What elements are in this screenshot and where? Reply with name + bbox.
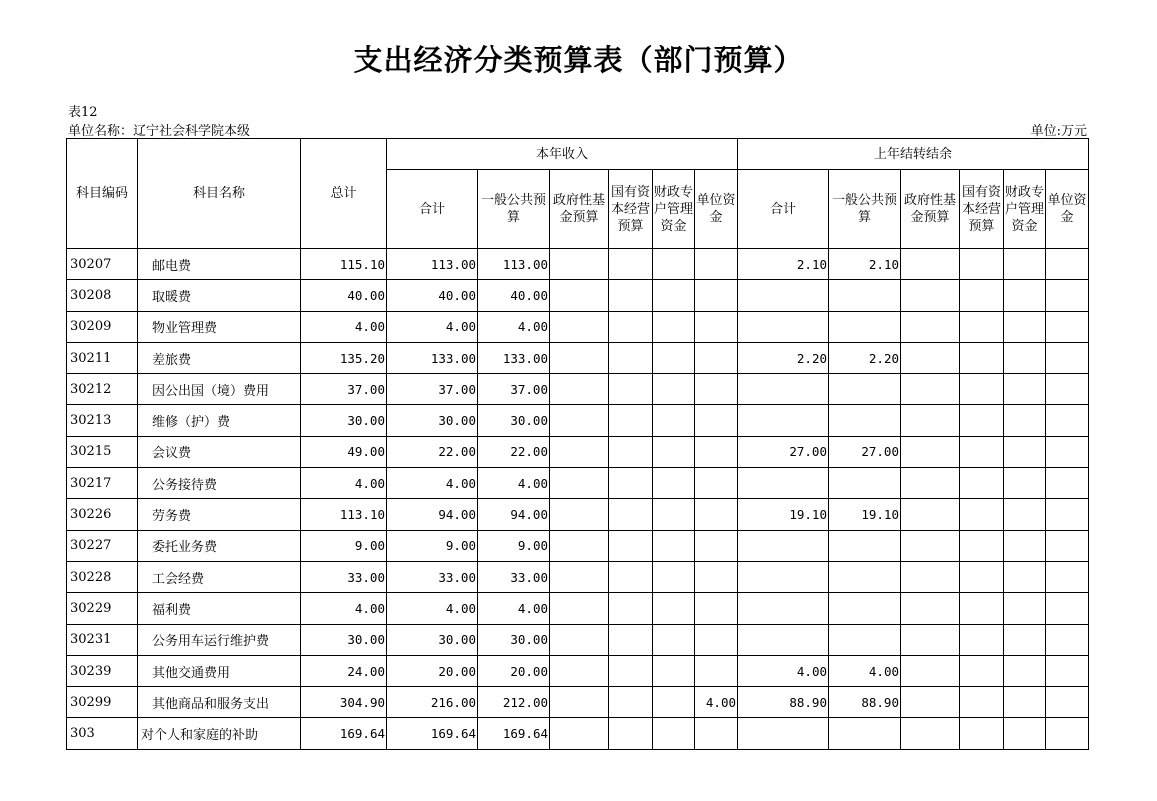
cell-current-state-capital — [609, 405, 653, 436]
cell-current-fiscal-special — [653, 561, 695, 592]
cell-carry-unit-fund — [1046, 499, 1089, 530]
row-code: 30231 — [67, 624, 138, 655]
cell-carry-subtotal — [738, 561, 829, 592]
cell-carry-gov-fund — [901, 342, 960, 373]
cell-current-state-capital — [609, 718, 653, 749]
cell-current-general: 9.00 — [478, 530, 550, 561]
cell-current-gov-fund — [550, 593, 609, 624]
row-name: 物业管理费 — [138, 311, 301, 342]
cell-carry-subtotal — [738, 593, 829, 624]
header-cur-unit-fund: 单位资金 — [695, 170, 738, 249]
cell-current-gov-fund — [550, 468, 609, 499]
cell-total: 169.64 — [301, 718, 387, 749]
row-name: 劳务费 — [138, 499, 301, 530]
cell-total: 49.00 — [301, 436, 387, 467]
cell-carry-state-capital — [960, 718, 1004, 749]
cell-carry-subtotal: 4.00 — [738, 655, 829, 686]
cell-carry-state-capital — [960, 249, 1004, 280]
cell-current-subtotal: 40.00 — [387, 280, 478, 311]
table-row — [67, 436, 1089, 467]
cell-carry-unit-fund — [1046, 311, 1089, 342]
header-name: 科目名称 — [138, 139, 301, 249]
cell-current-general: 169.64 — [478, 718, 550, 749]
header-carryover: 上年结转结余 — [738, 139, 1089, 170]
cell-current-state-capital — [609, 280, 653, 311]
cell-current-unit-fund — [695, 468, 738, 499]
table-row — [67, 530, 1089, 561]
cell-current-general: 4.00 — [478, 311, 550, 342]
cell-carry-unit-fund — [1046, 436, 1089, 467]
cell-current-unit-fund — [695, 374, 738, 405]
header-cur-state-capital: 国有资本经营预算 — [609, 170, 653, 249]
header-car-gov-fund: 政府性基金预算 — [901, 170, 960, 249]
cell-carry-general: 2.10 — [829, 249, 901, 280]
cell-current-fiscal-special — [653, 405, 695, 436]
cell-current-fiscal-special — [653, 342, 695, 373]
document-title: 支出经济分类预算表（部门预算） — [353, 43, 804, 77]
table-row — [67, 499, 1089, 530]
cell-current-general: 4.00 — [478, 593, 550, 624]
cell-carry-unit-fund — [1046, 718, 1089, 749]
cell-current-gov-fund — [550, 530, 609, 561]
cell-current-fiscal-special — [653, 593, 695, 624]
cell-carry-state-capital — [960, 405, 1004, 436]
cell-carry-general — [829, 374, 901, 405]
cell-carry-state-capital — [960, 280, 1004, 311]
cell-current-state-capital — [609, 468, 653, 499]
cell-current-unit-fund — [695, 249, 738, 280]
cell-current-fiscal-special — [653, 718, 695, 749]
cell-carry-general: 2.20 — [829, 342, 901, 373]
cell-carry-unit-fund — [1046, 593, 1089, 624]
row-code: 30227 — [67, 530, 138, 561]
cell-carry-general — [829, 561, 901, 592]
cell-total: 9.00 — [301, 530, 387, 561]
cell-current-general: 22.00 — [478, 436, 550, 467]
cell-carry-general — [829, 593, 901, 624]
cell-current-unit-fund: 4.00 — [695, 687, 738, 718]
table-row — [67, 593, 1089, 624]
cell-current-subtotal: 133.00 — [387, 342, 478, 373]
row-name: 邮电费 — [138, 249, 301, 280]
cell-current-subtotal: 30.00 — [387, 405, 478, 436]
cell-current-state-capital — [609, 311, 653, 342]
budget-table — [66, 138, 1089, 750]
row-code: 30208 — [67, 280, 138, 311]
row-name: 取暖费 — [138, 280, 301, 311]
cell-current-subtotal: 20.00 — [387, 655, 478, 686]
cell-carry-unit-fund — [1046, 342, 1089, 373]
cell-carry-subtotal — [738, 530, 829, 561]
cell-current-state-capital — [609, 561, 653, 592]
cell-current-unit-fund — [695, 311, 738, 342]
cell-current-general: 30.00 — [478, 624, 550, 655]
cell-carry-unit-fund — [1046, 468, 1089, 499]
row-name: 因公出国（境）费用 — [138, 374, 301, 405]
cell-current-state-capital — [609, 655, 653, 686]
unit-name: 单位名称：辽宁社会科学院本级 — [68, 124, 251, 139]
table-body — [67, 249, 1089, 750]
cell-current-gov-fund — [550, 374, 609, 405]
cell-carry-general: 4.00 — [829, 655, 901, 686]
cell-current-gov-fund — [550, 342, 609, 373]
header-car-subtotal: 合计 — [738, 170, 829, 249]
table-row — [67, 280, 1089, 311]
row-code: 30212 — [67, 374, 138, 405]
row-name: 对个人和家庭的补助 — [138, 718, 301, 749]
row-code: 30211 — [67, 342, 138, 373]
cell-current-general: 133.00 — [478, 342, 550, 373]
header-car-state-capital: 国有资本经营预算 — [960, 170, 1004, 249]
cell-total: 115.10 — [301, 249, 387, 280]
cell-carry-fiscal-special — [1004, 530, 1046, 561]
header-car-fiscal-special: 财政专户管理资金 — [1004, 170, 1046, 249]
currency-unit: 单位:万元 — [1030, 124, 1087, 139]
cell-total: 30.00 — [301, 624, 387, 655]
cell-current-unit-fund — [695, 342, 738, 373]
cell-carry-subtotal — [738, 718, 829, 749]
cell-current-state-capital — [609, 687, 653, 718]
cell-carry-unit-fund — [1046, 530, 1089, 561]
row-code: 30299 — [67, 687, 138, 718]
table-row — [67, 561, 1089, 592]
cell-carry-gov-fund — [901, 718, 960, 749]
cell-current-fiscal-special — [653, 624, 695, 655]
cell-carry-state-capital — [960, 436, 1004, 467]
cell-current-state-capital — [609, 593, 653, 624]
cell-current-fiscal-special — [653, 499, 695, 530]
cell-current-subtotal: 4.00 — [387, 593, 478, 624]
cell-current-state-capital — [609, 342, 653, 373]
header-cur-fiscal-special: 财政专户管理资金 — [653, 170, 695, 249]
cell-current-subtotal: 94.00 — [387, 499, 478, 530]
cell-total: 135.20 — [301, 342, 387, 373]
cell-carry-subtotal: 19.10 — [738, 499, 829, 530]
cell-current-fiscal-special — [653, 687, 695, 718]
cell-carry-state-capital — [960, 624, 1004, 655]
cell-current-gov-fund — [550, 687, 609, 718]
cell-current-unit-fund — [695, 624, 738, 655]
cell-carry-fiscal-special — [1004, 593, 1046, 624]
header-cur-gov-fund: 政府性基金预算 — [550, 170, 609, 249]
cell-current-gov-fund — [550, 655, 609, 686]
cell-carry-gov-fund — [901, 687, 960, 718]
row-name: 其他交通费用 — [138, 655, 301, 686]
cell-carry-gov-fund — [901, 499, 960, 530]
cell-current-state-capital — [609, 436, 653, 467]
cell-current-general: 212.00 — [478, 687, 550, 718]
row-name: 公务接待费 — [138, 468, 301, 499]
row-code: 30226 — [67, 499, 138, 530]
cell-carry-gov-fund — [901, 624, 960, 655]
cell-current-subtotal: 113.00 — [387, 249, 478, 280]
cell-carry-fiscal-special — [1004, 249, 1046, 280]
cell-carry-gov-fund — [901, 593, 960, 624]
table-row — [67, 655, 1089, 686]
cell-current-subtotal: 169.64 — [387, 718, 478, 749]
cell-carry-state-capital — [960, 687, 1004, 718]
cell-current-fiscal-special — [653, 530, 695, 561]
cell-carry-gov-fund — [901, 436, 960, 467]
cell-current-fiscal-special — [653, 374, 695, 405]
cell-current-gov-fund — [550, 311, 609, 342]
cell-carry-state-capital — [960, 311, 1004, 342]
cell-total: 37.00 — [301, 374, 387, 405]
cell-current-general: 94.00 — [478, 499, 550, 530]
cell-current-general: 4.00 — [478, 468, 550, 499]
header-current-income: 本年收入 — [387, 139, 738, 170]
cell-carry-gov-fund — [901, 468, 960, 499]
cell-current-general: 37.00 — [478, 374, 550, 405]
table-row — [67, 687, 1089, 718]
cell-total: 30.00 — [301, 405, 387, 436]
cell-current-state-capital — [609, 374, 653, 405]
cell-current-fiscal-special — [653, 280, 695, 311]
cell-current-general: 33.00 — [478, 561, 550, 592]
table-row — [67, 624, 1089, 655]
cell-current-gov-fund — [550, 249, 609, 280]
cell-current-subtotal: 9.00 — [387, 530, 478, 561]
cell-carry-gov-fund — [901, 405, 960, 436]
table-row — [67, 468, 1089, 499]
cell-current-unit-fund — [695, 530, 738, 561]
cell-current-unit-fund — [695, 718, 738, 749]
cell-current-state-capital — [609, 530, 653, 561]
cell-carry-fiscal-special — [1004, 687, 1046, 718]
row-name: 差旅费 — [138, 342, 301, 373]
cell-carry-subtotal — [738, 311, 829, 342]
cell-current-fiscal-special — [653, 468, 695, 499]
cell-current-general: 20.00 — [478, 655, 550, 686]
cell-carry-general — [829, 280, 901, 311]
header-cur-subtotal: 合计 — [387, 170, 478, 249]
cell-current-general: 113.00 — [478, 249, 550, 280]
cell-current-subtotal: 22.00 — [387, 436, 478, 467]
cell-carry-fiscal-special — [1004, 624, 1046, 655]
row-name: 其他商品和服务支出 — [138, 687, 301, 718]
table-number: 表12 — [68, 105, 98, 120]
cell-current-fiscal-special — [653, 436, 695, 467]
cell-carry-unit-fund — [1046, 687, 1089, 718]
cell-carry-general — [829, 311, 901, 342]
cell-carry-state-capital — [960, 499, 1004, 530]
table-row — [67, 249, 1089, 280]
cell-current-fiscal-special — [653, 655, 695, 686]
row-name: 公务用车运行维护费 — [138, 624, 301, 655]
cell-carry-general — [829, 405, 901, 436]
cell-carry-subtotal: 27.00 — [738, 436, 829, 467]
cell-carry-subtotal — [738, 280, 829, 311]
row-code: 30207 — [67, 249, 138, 280]
cell-current-state-capital — [609, 249, 653, 280]
cell-total: 24.00 — [301, 655, 387, 686]
cell-total: 113.10 — [301, 499, 387, 530]
cell-carry-gov-fund — [901, 311, 960, 342]
cell-current-unit-fund — [695, 593, 738, 624]
cell-current-subtotal: 4.00 — [387, 311, 478, 342]
cell-carry-unit-fund — [1046, 280, 1089, 311]
row-name: 工会经费 — [138, 561, 301, 592]
table-row — [67, 342, 1089, 373]
cell-current-subtotal: 37.00 — [387, 374, 478, 405]
cell-current-unit-fund — [695, 436, 738, 467]
row-name: 福利费 — [138, 593, 301, 624]
table-row — [67, 374, 1089, 405]
cell-carry-fiscal-special — [1004, 374, 1046, 405]
cell-carry-fiscal-special — [1004, 718, 1046, 749]
cell-current-gov-fund — [550, 561, 609, 592]
cell-carry-fiscal-special — [1004, 655, 1046, 686]
header-car-unit-fund: 单位资金 — [1046, 170, 1089, 249]
cell-current-gov-fund — [550, 436, 609, 467]
cell-total: 4.00 — [301, 468, 387, 499]
cell-carry-state-capital — [960, 530, 1004, 561]
cell-total: 33.00 — [301, 561, 387, 592]
cell-carry-general: 88.90 — [829, 687, 901, 718]
cell-current-gov-fund — [550, 280, 609, 311]
cell-carry-unit-fund — [1046, 655, 1089, 686]
cell-carry-gov-fund — [901, 530, 960, 561]
cell-current-unit-fund — [695, 561, 738, 592]
cell-carry-state-capital — [960, 561, 1004, 592]
row-code: 30213 — [67, 405, 138, 436]
header-car-general: 一般公共预算 — [829, 170, 901, 249]
header-code: 科目编码 — [67, 139, 138, 249]
cell-carry-general — [829, 530, 901, 561]
cell-current-gov-fund — [550, 718, 609, 749]
header-total: 总计 — [301, 139, 387, 249]
row-code: 30215 — [67, 436, 138, 467]
cell-current-gov-fund — [550, 405, 609, 436]
cell-carry-gov-fund — [901, 374, 960, 405]
cell-carry-gov-fund — [901, 655, 960, 686]
header-cur-general: 一般公共预算 — [478, 170, 550, 249]
cell-carry-unit-fund — [1046, 405, 1089, 436]
cell-current-subtotal: 216.00 — [387, 687, 478, 718]
row-name: 维修（护）费 — [138, 405, 301, 436]
cell-carry-subtotal: 2.10 — [738, 249, 829, 280]
cell-carry-unit-fund — [1046, 249, 1089, 280]
cell-carry-fiscal-special — [1004, 280, 1046, 311]
cell-carry-unit-fund — [1046, 561, 1089, 592]
cell-current-subtotal: 33.00 — [387, 561, 478, 592]
cell-carry-fiscal-special — [1004, 561, 1046, 592]
row-code: 30239 — [67, 655, 138, 686]
cell-carry-state-capital — [960, 374, 1004, 405]
cell-current-unit-fund — [695, 405, 738, 436]
cell-carry-subtotal: 2.20 — [738, 342, 829, 373]
cell-total: 4.00 — [301, 311, 387, 342]
cell-carry-general — [829, 718, 901, 749]
cell-carry-gov-fund — [901, 280, 960, 311]
cell-carry-gov-fund — [901, 561, 960, 592]
cell-current-unit-fund — [695, 499, 738, 530]
cell-carry-fiscal-special — [1004, 405, 1046, 436]
cell-carry-general — [829, 624, 901, 655]
cell-current-fiscal-special — [653, 311, 695, 342]
cell-carry-subtotal — [738, 405, 829, 436]
row-name: 委托业务费 — [138, 530, 301, 561]
cell-current-general: 40.00 — [478, 280, 550, 311]
cell-current-fiscal-special — [653, 249, 695, 280]
cell-carry-unit-fund — [1046, 624, 1089, 655]
cell-total: 4.00 — [301, 593, 387, 624]
cell-carry-state-capital — [960, 593, 1004, 624]
cell-current-state-capital — [609, 624, 653, 655]
table-row — [67, 718, 1089, 749]
cell-total: 304.90 — [301, 687, 387, 718]
cell-carry-subtotal — [738, 624, 829, 655]
row-name: 会议费 — [138, 436, 301, 467]
cell-carry-gov-fund — [901, 249, 960, 280]
cell-carry-fiscal-special — [1004, 499, 1046, 530]
cell-total: 40.00 — [301, 280, 387, 311]
cell-carry-subtotal — [738, 374, 829, 405]
cell-carry-subtotal — [738, 468, 829, 499]
table-row — [67, 311, 1089, 342]
row-code: 30209 — [67, 311, 138, 342]
cell-carry-fiscal-special — [1004, 468, 1046, 499]
cell-current-unit-fund — [695, 280, 738, 311]
cell-carry-unit-fund — [1046, 374, 1089, 405]
cell-current-unit-fund — [695, 655, 738, 686]
cell-current-general: 30.00 — [478, 405, 550, 436]
cell-carry-fiscal-special — [1004, 342, 1046, 373]
row-code: 30228 — [67, 561, 138, 592]
cell-current-subtotal: 4.00 — [387, 468, 478, 499]
cell-current-gov-fund — [550, 499, 609, 530]
row-code: 30217 — [67, 468, 138, 499]
table-row — [67, 405, 1089, 436]
cell-carry-state-capital — [960, 342, 1004, 373]
cell-carry-general: 19.10 — [829, 499, 901, 530]
row-code: 30229 — [67, 593, 138, 624]
cell-carry-fiscal-special — [1004, 436, 1046, 467]
row-code: 303 — [67, 718, 138, 749]
cell-carry-general: 27.00 — [829, 436, 901, 467]
cell-carry-state-capital — [960, 468, 1004, 499]
cell-current-state-capital — [609, 499, 653, 530]
cell-current-gov-fund — [550, 624, 609, 655]
cell-carry-fiscal-special — [1004, 311, 1046, 342]
cell-current-subtotal: 30.00 — [387, 624, 478, 655]
cell-carry-state-capital — [960, 655, 1004, 686]
cell-carry-general — [829, 468, 901, 499]
cell-carry-subtotal: 88.90 — [738, 687, 829, 718]
